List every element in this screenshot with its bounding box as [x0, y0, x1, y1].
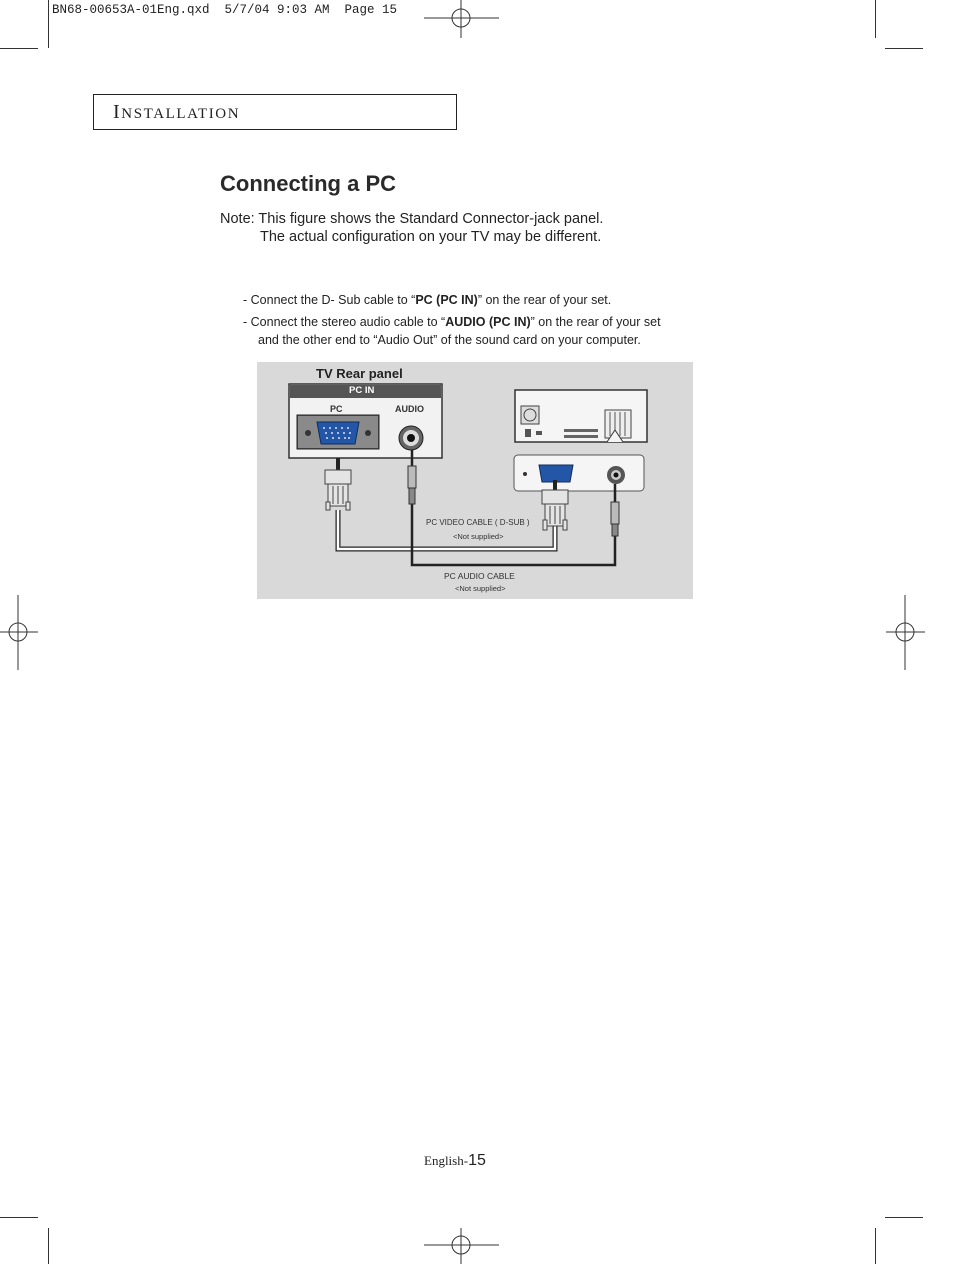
page-footer: English-15	[424, 1152, 486, 1169]
section-label: INSTALLATION	[113, 101, 241, 123]
audio-plug-tv	[408, 466, 416, 504]
audio-cable-label: PC AUDIO CABLE	[444, 571, 515, 581]
note-line-2: The actual configuration on your TV may be different.	[260, 229, 602, 245]
audio-cable-note: <Not supplied>	[455, 584, 506, 593]
note	[220, 210, 603, 246]
computer-port-panel	[514, 455, 644, 491]
note-line-1: Note: This figure shows the Standard Connector-jack panel.	[220, 211, 604, 227]
port-audio-label: AUDIO	[395, 404, 424, 414]
dsub-plug-tv	[325, 470, 351, 510]
print-slug: BN68-00653A-01Eng.qxd 5/7/04 9:03 AM Page 15	[52, 3, 398, 17]
page-title: Connecting a PC	[220, 171, 397, 196]
dsub-plug-pc	[542, 490, 568, 530]
section-header	[93, 94, 457, 130]
panel-title: TV Rear panel	[316, 366, 403, 381]
audio-plug-pc	[611, 502, 619, 536]
video-cable-note: <Not supplied>	[453, 532, 504, 541]
diagram-art	[257, 362, 693, 599]
list-item: - Connect the stereo audio cable to “AUDIO (PC IN)” on the rear of your set and the other end to “Audio Out” of the sound card on your computer.	[243, 315, 661, 347]
video-cable-label: PC VIDEO CABLE ( D-SUB )	[426, 518, 530, 527]
computer-back	[515, 390, 647, 442]
page-number: 15	[468, 1152, 486, 1169]
panel-header: PC IN	[349, 385, 375, 396]
instruction-list	[243, 291, 713, 353]
connection-diagram	[257, 362, 693, 599]
list-item: - Connect the D- Sub cable to “PC (PC IN)” on the rear of your set.	[243, 293, 612, 307]
port-pc-label: PC	[330, 404, 343, 414]
